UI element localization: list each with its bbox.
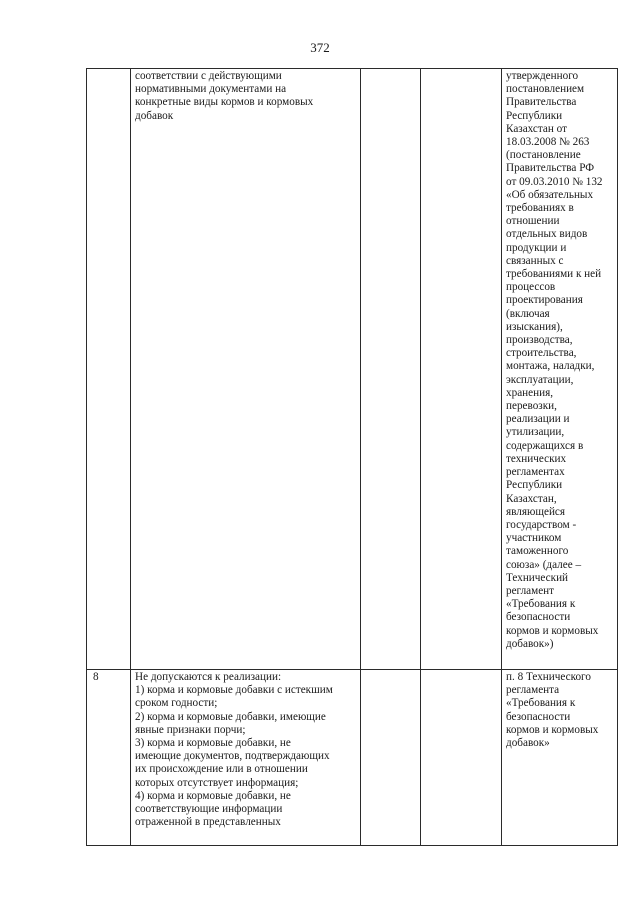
reference-line: связанных с	[506, 254, 564, 267]
text-line: явные признаки порчи;	[135, 723, 246, 736]
reference-line: от 09.03.2010 № 132	[506, 175, 603, 188]
empty-cell	[421, 670, 502, 846]
reference-line: (включая	[506, 307, 550, 320]
reference-line: эксплуатации,	[506, 373, 574, 386]
reference-line: добавок»)	[506, 637, 554, 650]
reference-line: государством -	[506, 518, 577, 531]
row-number-cell: 8	[87, 670, 131, 846]
reference-line: содержащихся в	[506, 439, 584, 452]
text-line: которых отсутствует информация;	[135, 776, 299, 789]
reference-line: реализации и	[506, 413, 570, 426]
reference-line: требованиях в	[506, 202, 574, 215]
text-line: 1) корма и кормовые добавки с истекшим	[135, 684, 333, 697]
reference-line: продукции и	[506, 241, 567, 254]
reference-line: безопасности	[506, 710, 571, 723]
reference-line: участником	[506, 532, 562, 545]
reference-line: кормов и кормовых	[506, 723, 599, 736]
reference-line: Технический	[506, 571, 569, 584]
text-line: 4) корма и кормовые добавки, не	[135, 789, 291, 802]
reference-line: утвержденного	[506, 70, 579, 82]
reference-line: Правительства	[506, 96, 577, 109]
reference-line: (постановление	[506, 149, 581, 162]
text-line: конкретные виды кормов и кормовых	[135, 96, 314, 109]
reference-line: Казахстан от	[506, 122, 568, 135]
reference-line: проектирования	[506, 294, 583, 307]
reference-line: Правительства РФ	[506, 162, 595, 175]
table-row	[87, 670, 618, 846]
reference-line: кормов и кормовых	[506, 624, 599, 637]
reference-line: перевозки,	[506, 400, 557, 413]
text-line: имеющие документов, подтверждающих	[135, 750, 330, 763]
reference-line: союза» (далее –	[506, 558, 582, 571]
reference-line: технических	[506, 452, 567, 465]
reference-line: регламентах	[506, 466, 565, 479]
table-row	[87, 69, 618, 670]
reference-line: являющейся	[506, 505, 566, 518]
text-line: соответствии с действующими	[135, 70, 282, 82]
reference-line: Казахстан,	[506, 492, 557, 505]
reference-line: хранения,	[506, 386, 554, 399]
text-line: 3) корма и кормовые добавки, не	[135, 737, 291, 750]
regulation-reference-cell	[502, 670, 618, 846]
reference-line: «Требования к	[506, 697, 576, 710]
empty-cell	[361, 670, 421, 846]
reference-line: постановлением	[506, 83, 585, 96]
reference-line: утилизации,	[506, 426, 565, 439]
reference-line: п. 8 Технического	[506, 671, 591, 683]
requirements-table	[86, 68, 618, 846]
reference-line: таможенного	[506, 545, 569, 558]
reference-line: 18.03.2008 № 263	[506, 136, 590, 149]
reference-line: монтажа, наладки,	[506, 360, 595, 373]
text-line: Не допускаются к реализации:	[135, 671, 282, 683]
reference-line: процессов	[506, 281, 556, 294]
reference-line: производства,	[506, 334, 573, 347]
text-line: нормативными документами на	[135, 83, 287, 96]
reference-line: Республики	[506, 109, 563, 122]
requirement-text-cell	[131, 670, 361, 846]
text-line: отраженной в представленных	[135, 816, 281, 829]
text-line: соответствующие информации	[135, 803, 283, 816]
text-line: добавок	[135, 109, 174, 122]
reference-line: Республики	[506, 479, 563, 492]
reference-line: требованиями к ней	[506, 268, 602, 281]
reference-line: отношении	[506, 215, 560, 228]
reference-line: строительства,	[506, 347, 577, 360]
reference-line: регламент	[506, 584, 555, 597]
empty-cell	[421, 69, 502, 670]
page-number: 372	[310, 40, 330, 55]
reference-line: «Об обязательных	[506, 188, 594, 201]
reference-line: безопасности	[506, 611, 571, 624]
reference-line: отдельных видов	[506, 228, 588, 241]
reference-line: регламента	[506, 684, 560, 697]
regulation-reference-cell	[502, 69, 618, 670]
requirement-text-cell	[131, 69, 361, 670]
text-line: сроком годности;	[135, 697, 218, 710]
reference-line: добавок»	[506, 737, 550, 750]
empty-cell	[361, 69, 421, 670]
reference-line: «Требования к	[506, 598, 576, 611]
text-line: их происхождение или в отношении	[135, 763, 308, 776]
reference-line: изыскания),	[506, 320, 563, 333]
text-line: 2) корма и кормовые добавки, имеющие	[135, 710, 326, 723]
row-number-cell	[87, 69, 131, 670]
